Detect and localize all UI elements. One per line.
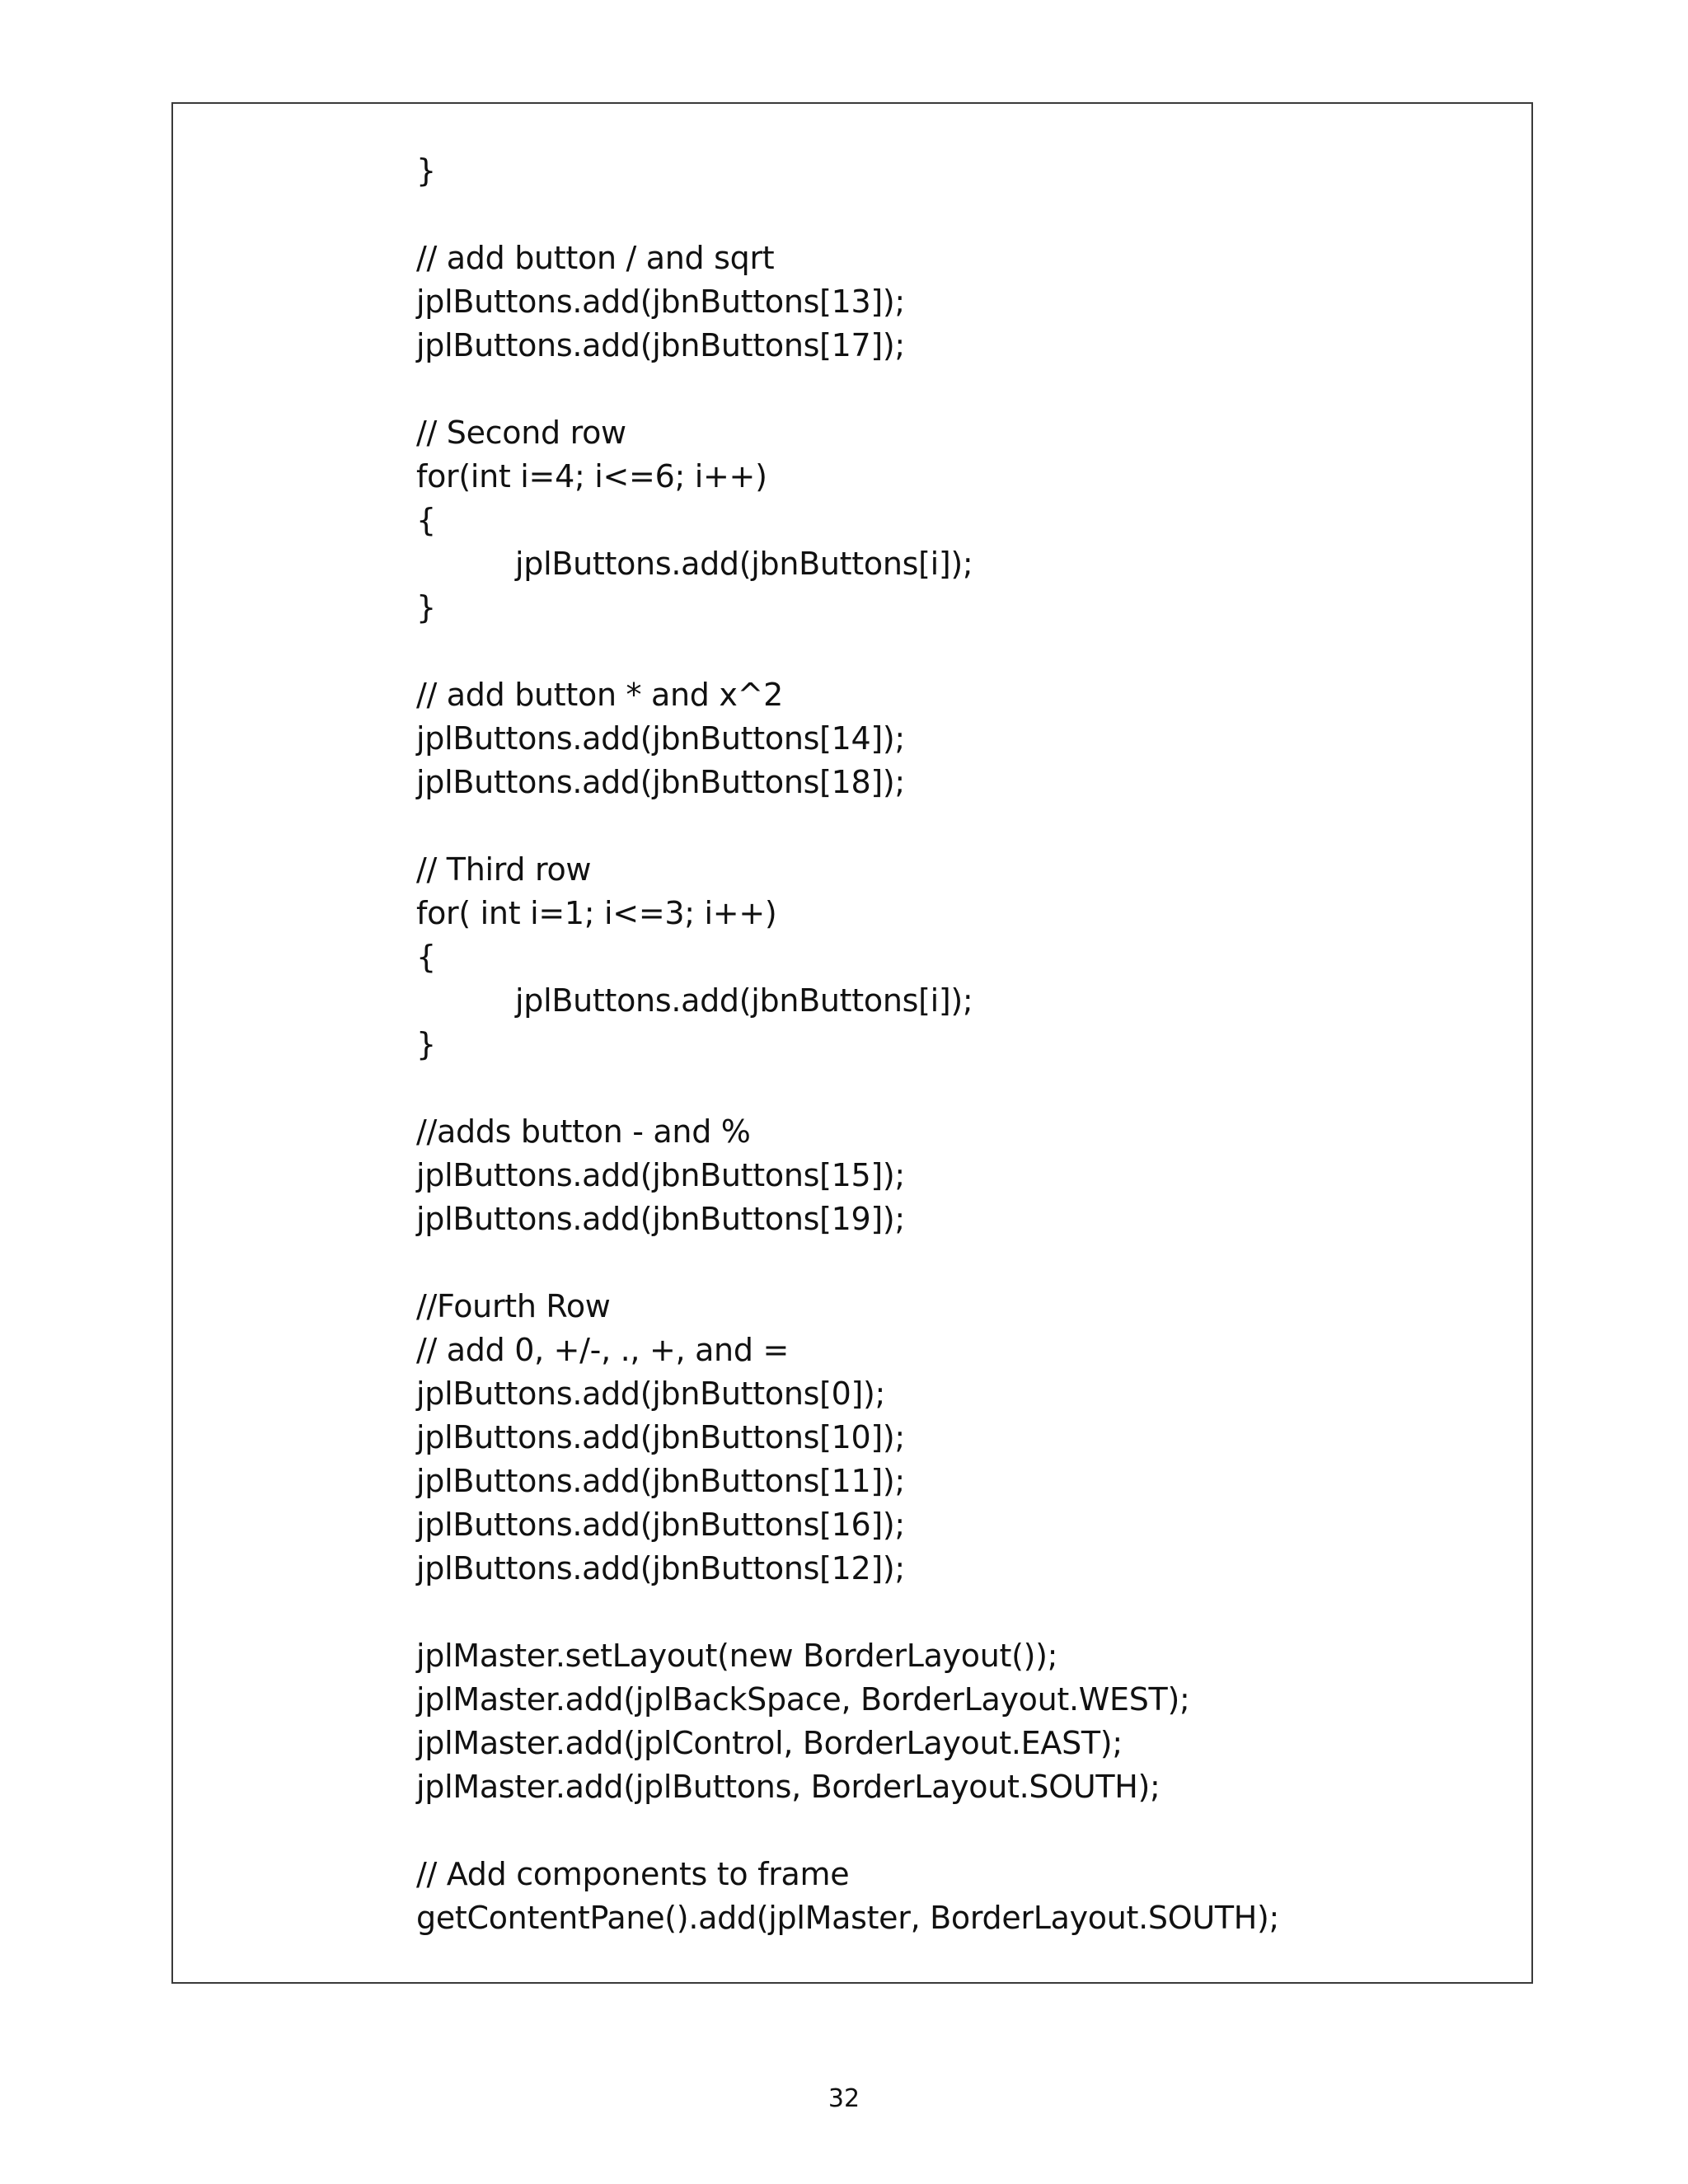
- code-line: jplButtons.add(jbnButtons[0]);: [416, 1376, 886, 1412]
- code-line: jplMaster.add(jplButtons, BorderLayout.SOUTH);: [416, 1769, 1160, 1805]
- code-listing: [416, 149, 1521, 1940]
- blank-line: [416, 193, 1521, 237]
- code-line: // add button * and x^2: [416, 677, 783, 713]
- blank-line: [416, 368, 1521, 411]
- blank-line: [416, 1241, 1521, 1285]
- code-line: jplButtons.add(jbnButtons[i]);: [515, 546, 973, 582]
- code-line: jplButtons.add(jbnButtons[19]);: [416, 1201, 905, 1237]
- code-line: jplButtons.add(jbnButtons[11]);: [416, 1463, 905, 1499]
- code-line: jplButtons.add(jbnButtons[13]);: [416, 284, 905, 320]
- code-line: //adds button - and %: [416, 1113, 751, 1150]
- code-line: }: [416, 152, 436, 189]
- code-line: jplButtons.add(jbnButtons[14]);: [416, 720, 905, 757]
- code-line: }: [416, 589, 436, 626]
- blank-line: [416, 1591, 1521, 1634]
- code-line: for( int i=1; i<=3; i++): [416, 895, 777, 931]
- code-line: // Add components to frame: [416, 1856, 850, 1892]
- code-line: }: [416, 1026, 436, 1062]
- code-line: jplButtons.add(jbnButtons[i]);: [515, 982, 973, 1019]
- code-line: {: [416, 939, 436, 975]
- code-line: jplButtons.add(jbnButtons[12]);: [416, 1550, 905, 1586]
- blank-line: [416, 1809, 1521, 1853]
- code-line: {: [416, 502, 436, 538]
- code-line: jplButtons.add(jbnButtons[17]);: [416, 327, 905, 363]
- code-line: // add button / and sqrt: [416, 240, 775, 276]
- code-line: //Fourth Row: [416, 1288, 611, 1324]
- blank-line: [416, 630, 1521, 673]
- code-line: jplMaster.add(jplControl, BorderLayout.EAST);: [416, 1725, 1123, 1761]
- code-line: jplButtons.add(jbnButtons[10]);: [416, 1419, 905, 1455]
- page-number: 32: [828, 2084, 860, 2113]
- code-line: // Second row: [416, 415, 626, 451]
- code-line: // add 0, +/-, ., +, and =: [416, 1332, 789, 1368]
- code-line: for(int i=4; i<=6; i++): [416, 458, 767, 494]
- code-line: jplButtons.add(jbnButtons[18]);: [416, 764, 905, 800]
- code-line: jplButtons.add(jbnButtons[16]);: [416, 1507, 905, 1543]
- code-line: jplButtons.add(jbnButtons[15]);: [416, 1157, 905, 1193]
- blank-line: [416, 804, 1521, 848]
- code-line: jplMaster.add(jplBackSpace, BorderLayout.WEST);: [416, 1681, 1190, 1718]
- code-line: jplMaster.setLayout(new BorderLayout());: [416, 1638, 1058, 1674]
- code-line: getContentPane().add(jplMaster, BorderLayout.SOUTH);: [416, 1900, 1280, 1936]
- code-line: // Third row: [416, 851, 592, 888]
- blank-line: [416, 1066, 1521, 1110]
